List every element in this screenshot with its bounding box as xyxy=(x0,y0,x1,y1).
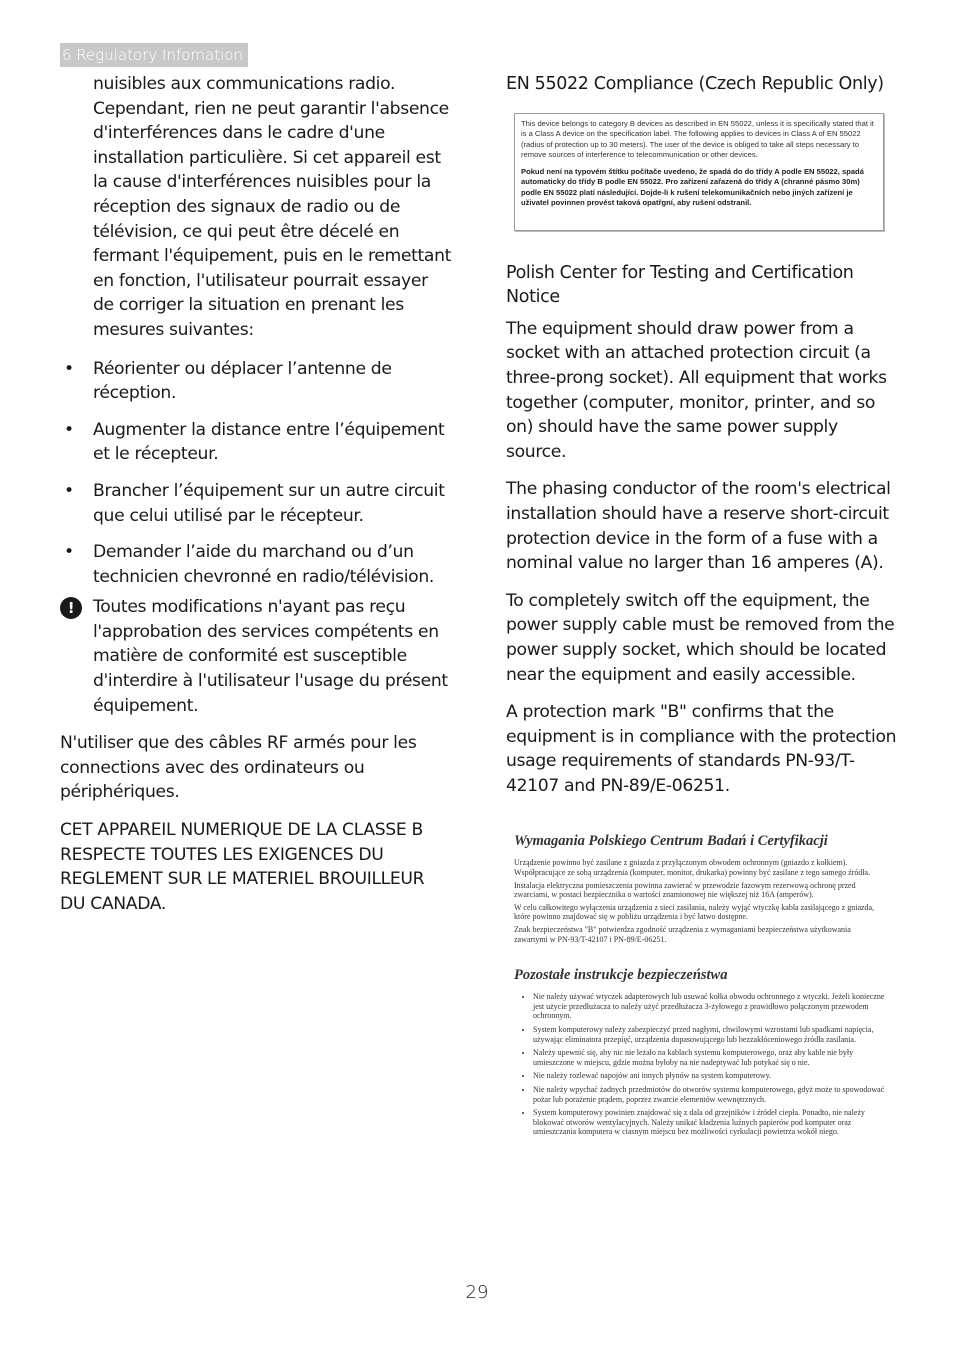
page-number: 29 xyxy=(465,1282,489,1303)
section-header: 6 Regulatory Infomation xyxy=(60,43,248,67)
polish-doc-title: Wymagania Polskiego Centrum Badań i Certyfikacji xyxy=(514,833,828,850)
bullet-text: Demander l’aide du marchand ou d’un technicien chevronné en radio/télévision. xyxy=(93,542,434,587)
list-item: • Nie należy rozlewać napojów ani innych płynów na system komputerowy. xyxy=(533,1071,886,1081)
polish-doc-paragraph: Urządzenie powinno być zasilane z gniazda z przyłączonym obwodem ochronnym (gniazdo z kołkiem). Współpracujące ze sobą urządzenia (komputer, monitor, drukarka) powinny być zasilane z tego samego źródła. xyxy=(514,858,871,878)
list-item xyxy=(60,357,452,406)
bullet-icon: • xyxy=(64,480,74,501)
list-item: • System komputerowy należy zabezpieczyć przed nagłymi, chwilowymi wzrostami lub spadkami napięcia, używając eliminatora przepięć, urządzenia dopasowującego lub bezzakłóceniowego źródła zasilania. xyxy=(533,1025,886,1044)
list-item: • Nie należy używać wtyczek adapterowych lub usuwać kołka obwodu ochronnego z wtyczki. Jeżeli konieczne jest użycie przedłużacza to należy użyć przedłużacza 3-żyłowego z prawidłowo połączonym przewodem ochronnym. xyxy=(533,992,886,1021)
czech-box-czech: Pokud není na typovém štítku počítače uvedeno, že spadá do do třídy A podle EN 55022, spadá automaticky do třídy B podle EN 55022. Pro zařízení zařazená do třídy A (chranné pásmo 30m) podle EN 55022 platí následující. Dojde-li k rušení telekomunikačních nebo jiných zařízení je uživatel povinnen provést taková opatřgní, aby rušení odstranil. xyxy=(521,166,864,208)
left-column xyxy=(60,72,452,916)
polish-doc-paragraph: Instalacja elektryczna pomieszczenia powinna zawierać w przewodzie fazowym rezerwową ochronę przed zwarciami, w postaci bezpiecznika o wartości znamionowej nie większej niż 16A (amperów). xyxy=(514,880,856,900)
bullet-text: Réorienter ou déplacer l’antenne de réception. xyxy=(93,358,392,404)
bullet-icon: • xyxy=(64,542,74,563)
czech-box-english: This device belongs to category B devices as described in EN 55022, unless it is specifically stated that it is a Class A device on the specification label. The following applies to devices in Class A of EN 55022 (radius of protection up to 30 meters). The user of the device is obliged to take all steps necessary to remove sources of interference to telecommunication or other devices. xyxy=(521,118,874,160)
polish-paragraph: The phasing conductor of the room's electrical installation should have a reserve short-circuit protection device in the form of a fuse with a nominal value no larger than 16 amperes (A). xyxy=(506,479,891,574)
continuation-paragraph: nuisibles aux communications radio. Cependant, rien ne peut garantir l'absence d'interférences dans le cadre d'une installation particulière. Si cet appareil est la cause d'interférences nuisibles pour la réception des signaux de radio ou de télévision, ce qui peut être décelé en fermant l'équipement, puis en le remettant en fonction, l'utilisateur pourrait essayer de corriger la situation en prenant les mesures suivantes: xyxy=(93,74,452,340)
warning-note xyxy=(60,595,452,718)
list-item xyxy=(60,479,452,528)
polish-paragraph: A protection mark "B" confirms that the equipment is in compliance with the protection usage requirements of standards PN-93/T-42107 and PN-89/E-06251. xyxy=(506,702,897,796)
polish-heading: Polish Center for Testing and Certification Notice xyxy=(506,262,854,308)
warning-text: Toutes modifications n'ayant pas reçu l'approbation des services compétents en matière de conformité est susceptible d'interdire à l'utilisateur l'usage du présent équipement. xyxy=(93,597,448,716)
rf-cables-paragraph: N'utiliser que des câbles RF armés pour les connections avec des ordinateurs ou périphériques. xyxy=(60,733,417,803)
right-column xyxy=(506,72,898,1141)
bullet-text: Brancher l’équipement sur un autre circuit que celui utilisé par le récepteur. xyxy=(93,480,445,526)
list-item xyxy=(60,418,452,467)
polish-paragraph: The equipment should draw power from a socket with an attached protection circuit (a three-prong socket). All equipment that works together (computer, monitor, printer, and so on) should have the same power supply source. xyxy=(506,318,887,462)
warning-icon: ! xyxy=(60,597,82,619)
canada-notice: CET APPAREIL NUMERIQUE DE LA CLASSE B RESPECTE TOUTES LES EXIGENCES DU REGLEMENT SUR LE MATERIEL BROUILLEUR DU CANADA. xyxy=(60,820,425,914)
polish-doc-subtitle: Pozostałe instrukcje bezpieczeństwa xyxy=(514,967,728,984)
czech-notice-box xyxy=(514,113,884,231)
polish-doc-list xyxy=(514,992,886,1137)
list-item xyxy=(60,540,452,589)
bullet-text: Augmenter la distance entre l’équipement et le récepteur. xyxy=(93,419,445,465)
list-item: • Należy upewnić się, aby nic nie leżało na kablach systemu komputerowego, oraz aby kable nie były umieszczone w miejscu, gdzie można byłoby na nie nadeptywać lub potykać się o nie. xyxy=(533,1048,886,1067)
bullet-icon: • xyxy=(64,358,74,379)
czech-heading: EN 55022 Compliance (Czech Republic Only) xyxy=(506,74,884,94)
list-item: • System komputerowy powinien znajdować się z dala od grzejników i źródeł ciepła. Ponadto, nie należy blokować otworów wentylacyjnych. Należy unikać kładzenia luźnych papierów pod komputer oraz umieszczania komputera w ciasnym miejscu bez możliwości cyrkulacji powietrza wokół niego. xyxy=(533,1108,886,1137)
polish-doc-paragraph: W celu całkowitego wyłączenia urządzenia z sieci zasilania, należy wyjąć wtyczkę kabla zasilającego z gniazda, które powinno znajdować się w pobliżu urządzenia i być łatwo dostępne. xyxy=(514,902,875,922)
polish-paragraph: To completely switch off the equipment, the power supply cable must be removed from the power supply socket, which should be located near the equipment and easily accessible. xyxy=(506,590,895,685)
list-item: • Nie należy wpychać żadnych przedmiotów do otworów systemu komputerowego, gdyż może to spowodować pożar lub porażenie prądem, poprzez zwarcie elementów wewnętrznych. xyxy=(533,1085,886,1104)
bullet-icon: • xyxy=(64,419,74,440)
polish-requirements-document xyxy=(514,832,886,1136)
polish-doc-paragraph: Znak bezpieczeństwa "B" potwierdza zgodność urządzenia z wymaganiami bezpieczeństwa użytkowania zawartymi w PN-93/T-42107 i PN-89/E-06251. xyxy=(514,925,851,944)
